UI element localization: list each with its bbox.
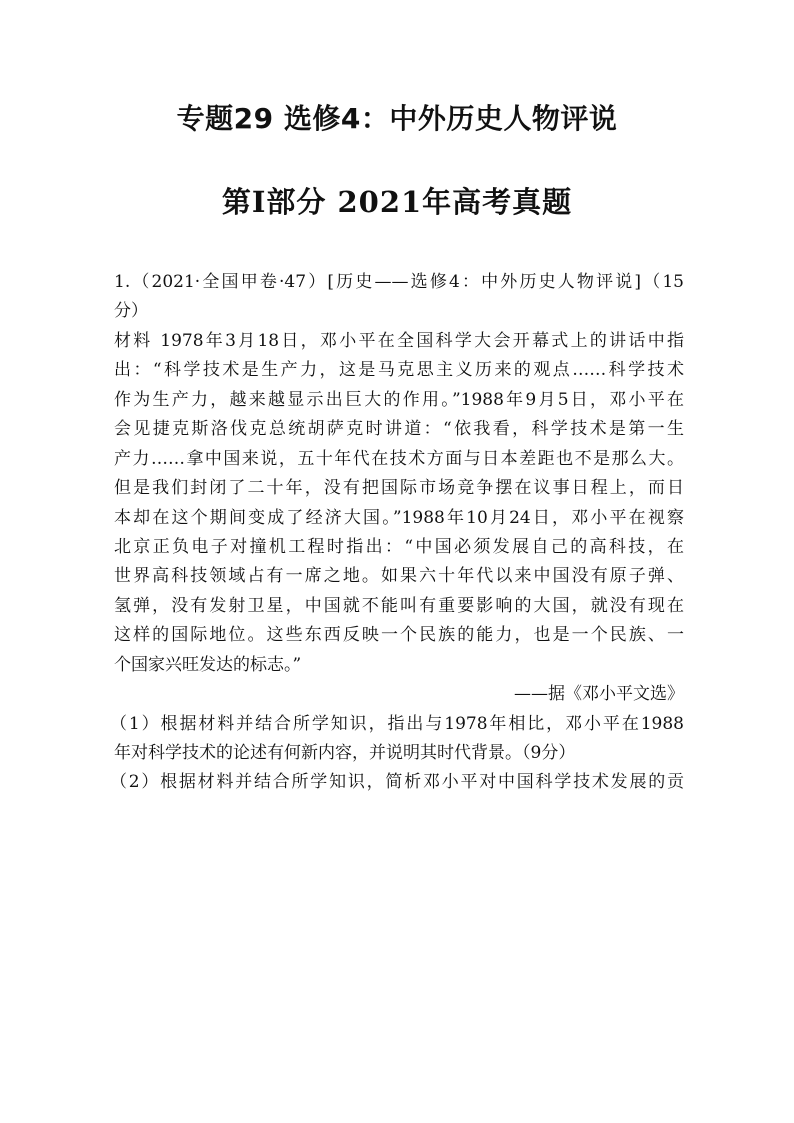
text-line: 北京正负电子对撞机工程时指出：“中国必须发展自己的高科技，在 [114,536,684,557]
text-line: 这样的国际地位。这些东西反映一个民族的能力，也是一个民族、一 [114,625,684,646]
text-line: 作为生产力，越来越显示出巨大的作用。”1988年9月5日，邓小平在 [114,389,684,410]
text-line: 会见捷克斯洛伐克总统胡萨克时讲道：“依我看，科学技术是第一生 [114,419,684,440]
text-line: 分） [114,301,148,322]
text-line: 但是我们封闭了二十年，没有把国际市场竞争摆在议事日程上，而日 [114,478,684,499]
page-title: 专题29 选修4：中外历史人物评说 [176,102,618,135]
question-body [110,268,684,798]
text-line: 氢弹，没有发射卫星，中国就不能叫有重要影响的大国，就没有现在 [114,595,684,616]
question-part-1: （1）根据材料并结合所学知识，指出与1978年相比，邓小平在1988 [110,713,684,734]
text-line: 个国家兴旺发达的标志。” [114,654,302,675]
text-line: 材料 1978年3月18日，邓小平在全国科学大会开幕式上的讲话中指 [114,330,684,351]
text-line: 1.（2021·全国甲卷·47）[历史——选修4：中外历史人物评说]（15 [114,272,684,292]
text-line: 世界高科技领域占有一席之地。如果六十年代以来中国没有原子弹、 [114,566,684,587]
question-part-2: （2）根据材料并结合所学知识，简析邓小平对中国科学技术发展的贡 [110,772,684,793]
source-citation: ——据《邓小平文选》 [514,684,684,705]
text-line: 年对科学技术的论述有何新内容，并说明其时代背景。（9分） [114,743,576,763]
text-line: 出：“科学技术是生产力，这是马克思主义历来的观点……科学技术 [114,360,684,381]
text-line: 产力……拿中国来说，五十年代在技术方面与日本差距也不是那么大。 [114,448,684,469]
section-title: 第Ⅰ部分 2021年高考真题 [221,185,573,219]
text-line: 本却在这个期间变成了经济大国。”1988年10月24日，邓小平在视察 [114,507,684,528]
